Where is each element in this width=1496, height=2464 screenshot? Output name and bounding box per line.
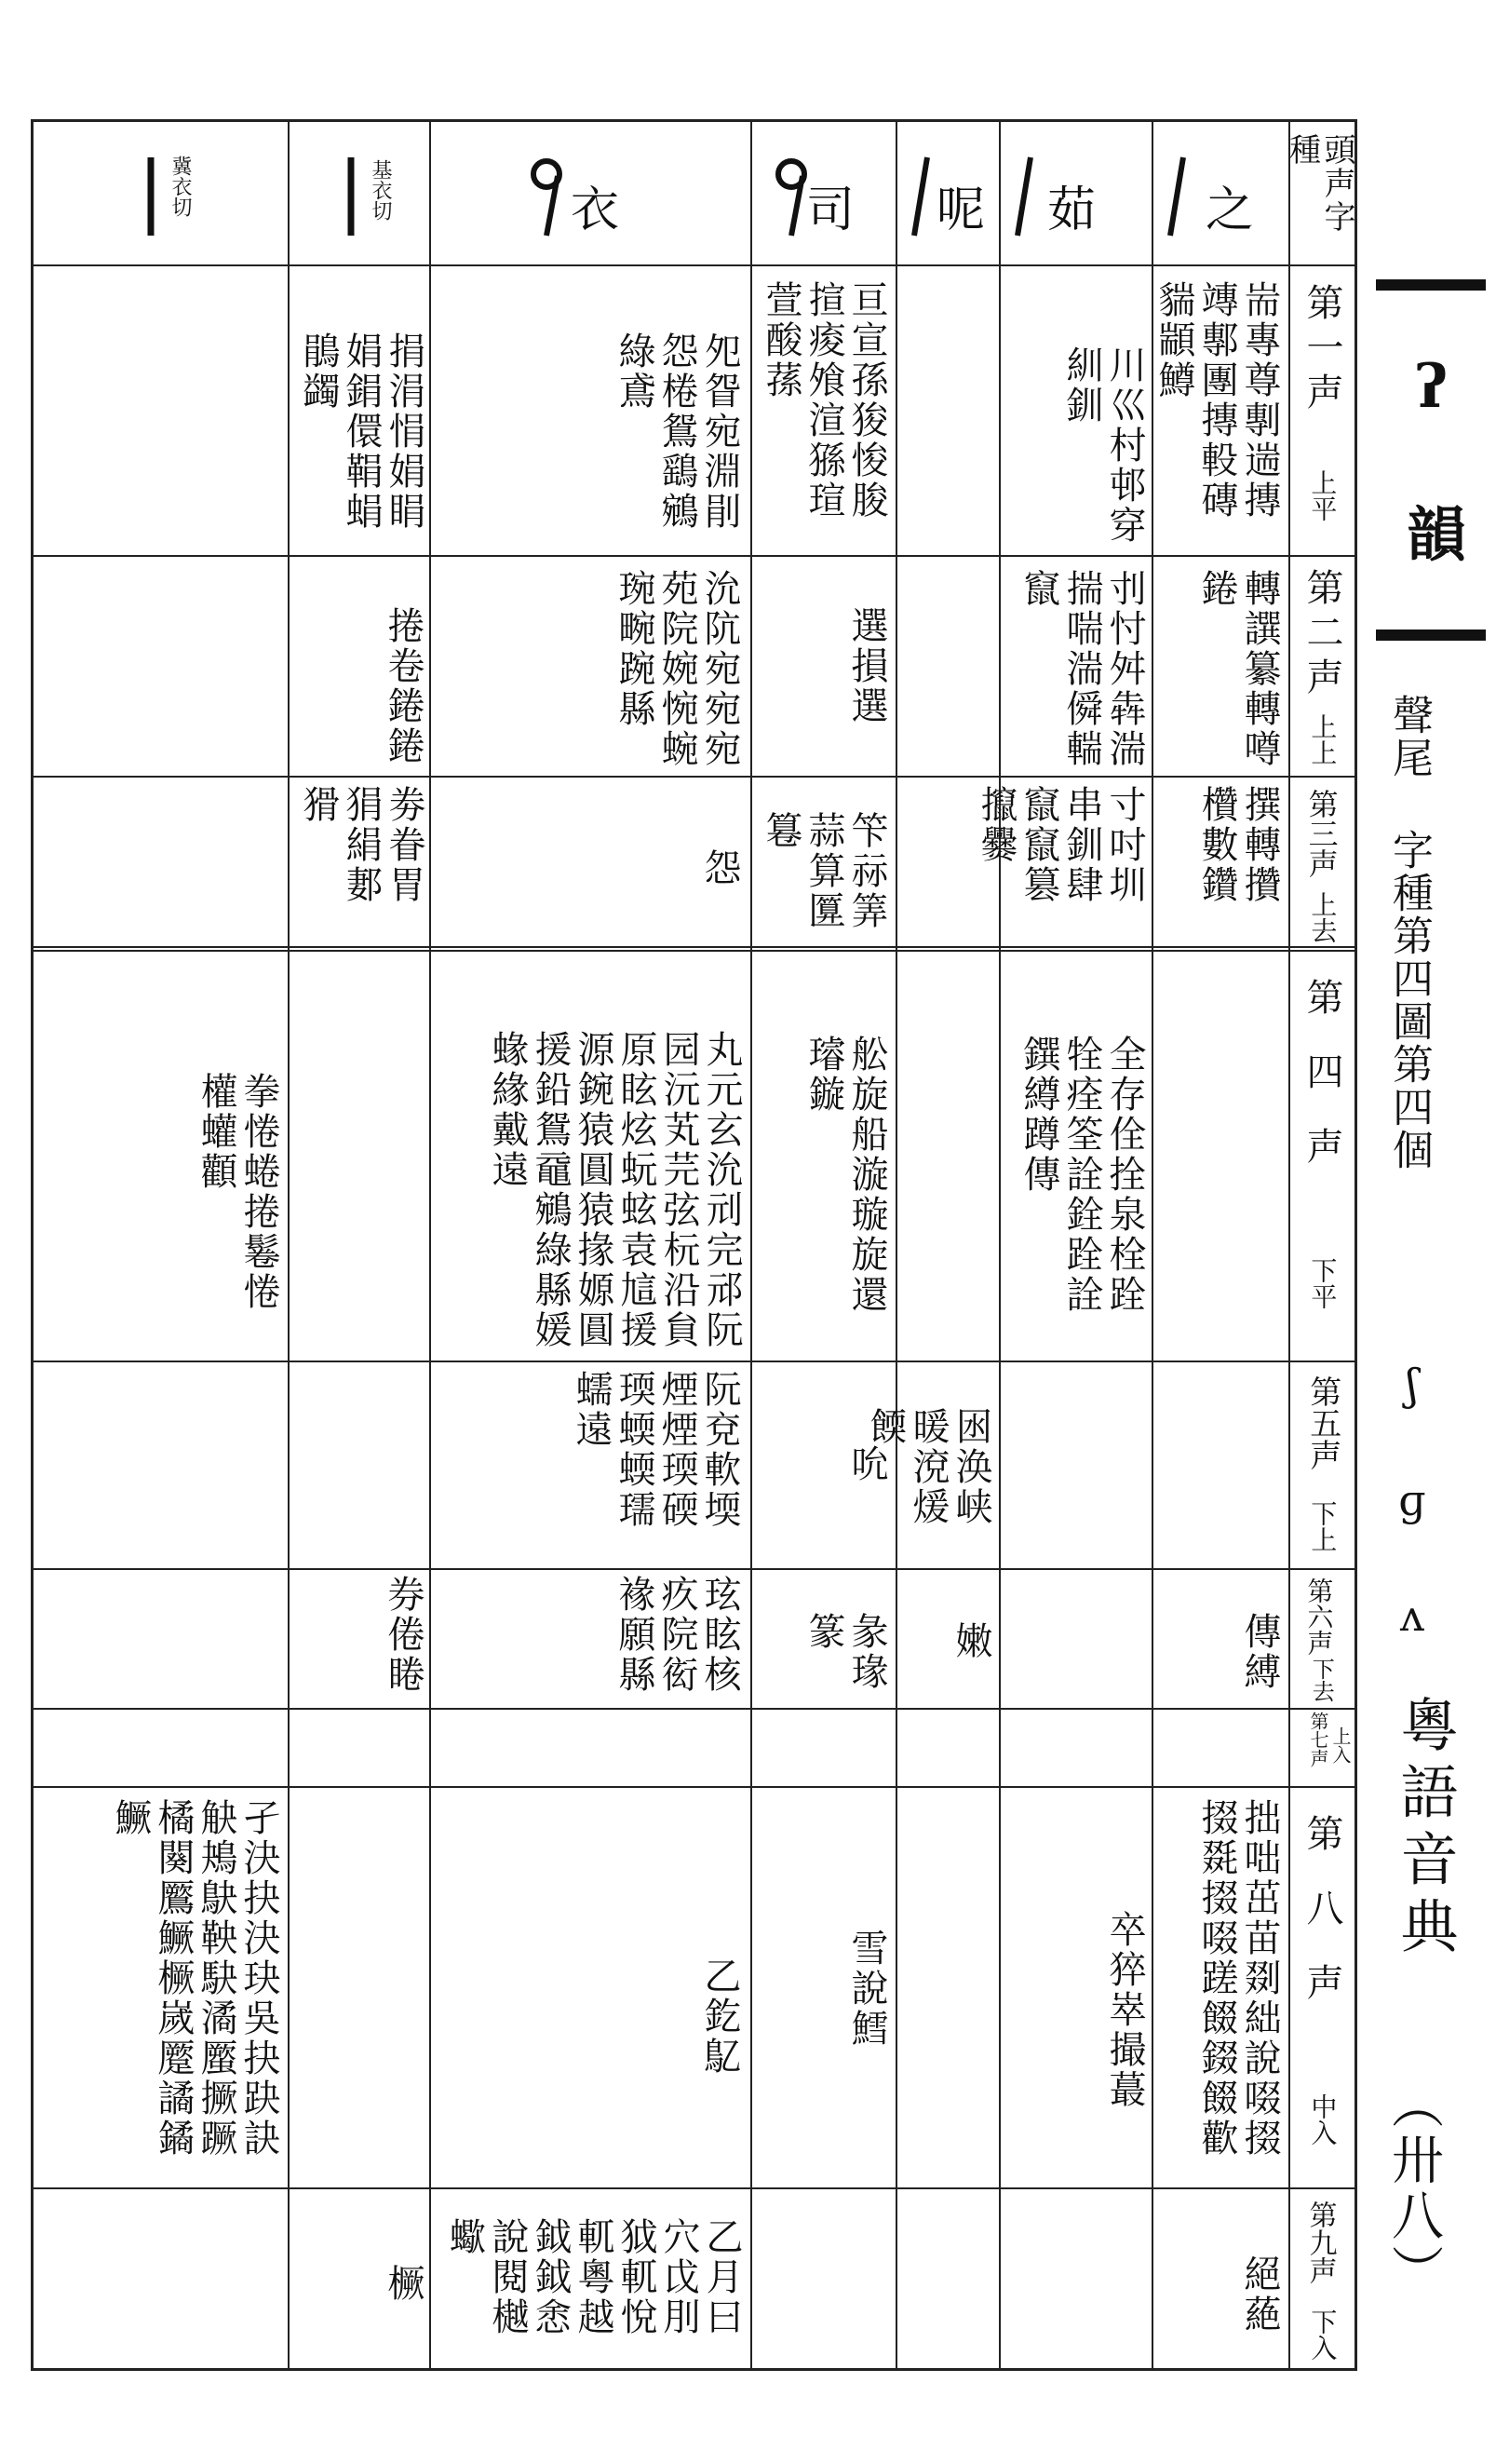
phonetic-mark-icon (1165, 154, 1189, 239)
table-cell: 川巛村邨穿紃釧 (1060, 345, 1146, 546)
column-header-yi: 衣 (429, 122, 750, 264)
phonetic-mark-icon (145, 154, 156, 239)
grid-line (34, 950, 1354, 952)
table-cell: 捲卷錈錈 (382, 606, 425, 766)
page-number: （卅八） (1383, 2077, 1444, 2300)
grid-line (34, 1361, 1354, 1362)
table-cell: 卒猝崒撮蕞 (1103, 1910, 1146, 2110)
grid-line (750, 122, 752, 2368)
table-cell (758, 2199, 888, 2366)
column-header-si: 司 (750, 122, 896, 264)
grid-line (896, 122, 897, 2368)
table-cell (903, 2199, 992, 2366)
book-title: 粵語音典 (1391, 1695, 1459, 1963)
table-cell: 嫩 (950, 1621, 992, 1661)
table-cell (1006, 1370, 1146, 1561)
table-cell: 丸元玄沇刓完邧阮园沅芄芫弦杬沿貟原眩炫蚖蚿袁訄援源鋺猿圓猿掾嫄圓援鉛鴛黿鵷綠縣媛蝝緣戴遠 (486, 1030, 743, 1350)
table-cell: 囦涣峡暖渷煖餪 (864, 1407, 992, 1527)
grid-line (34, 264, 1354, 266)
grid-line (999, 122, 1001, 2368)
table-cell (43, 785, 280, 943)
table-cell: 夗眢宛淵剈怨棬鴛鷂鵷綠鳶 (613, 332, 741, 532)
table-cell: 乙月曰穴戉刖狘軏悅軏粵越鉞鉞悆說閱樾蠍 (443, 2217, 743, 2337)
table-cell: 怨 (698, 848, 741, 888)
table-cell: 橛 (382, 2264, 425, 2304)
table-cell: 拳惓蜷捲鬈惓權蠸顴 (195, 1072, 280, 1312)
row-header-3: 第三声 上去 (1303, 789, 1340, 943)
table-cell (295, 1798, 425, 2180)
column-header-ni: 呢 (896, 122, 999, 264)
row-header-4: 第四声 下平 (1301, 978, 1343, 1309)
table-cell (43, 1370, 280, 1561)
table-cell: 吮 (845, 1444, 888, 1484)
table-cell (1160, 960, 1281, 1351)
table-cell (903, 1798, 992, 2180)
row-header-1: 第一声 上平 (1301, 283, 1343, 521)
table-cell (43, 1714, 1281, 1780)
phonetic-mark-icon (345, 154, 357, 239)
row-header-6: 第六声 下去 (1303, 1577, 1335, 1702)
table-cell: 傳縛 (1238, 1612, 1281, 1692)
sound-table (31, 119, 1357, 2371)
table-cell: 阮兗軟堧煙煙瑌碝瑌蝡蝡瓀蠕遠 (570, 1370, 741, 1530)
table-cell: 轉譔纂轉噂錈 (1195, 569, 1281, 769)
table-cell: 撰轉攢欑數鑽 (1195, 785, 1281, 905)
grid-line (34, 1708, 1354, 1710)
table-cell: 券倦睠 (382, 1575, 425, 1695)
table-cell: 亘宣孫狻悛朘揎痠飧渲猻瑄萱酸蓀 (760, 280, 888, 521)
table-cell: 全存佺拴泉栓跧牷痊筌詮銓跧詮鐉繜蹲傳 (1018, 1035, 1146, 1315)
table-cell: 彖瑑篆 (802, 1612, 888, 1692)
table-cell: 捐涓悁娟睊娟鋗儇鞙蜎鵑蠲 (297, 332, 425, 532)
grid-line (34, 946, 1354, 948)
table-cell: 拙咄茁苗剟絀說啜掇掇毲掇啜蹉餟錣餟歡 (1195, 1798, 1281, 2159)
table-cell (43, 2199, 280, 2366)
table-cell: 孑決抉決玦吳抉趹訣觖鴂鴃鞅駃潏蟨撅蹶橘闋鷢鱖橛嵗蹷譎鐍鱖 (109, 1798, 280, 2159)
grid-line (429, 122, 431, 2368)
grid-line (34, 555, 1354, 557)
row-header-7: 第七声 上入 (1307, 1712, 1352, 1767)
table-cell: 劵眷胃狷絹郪猾 (297, 785, 425, 905)
rhyme-title-bracket (1376, 279, 1486, 641)
table-cell: 刌忖舛犇湍揣喘湍僢輲竄 (1018, 569, 1146, 769)
row-header-5: 第五声 下上 (1303, 1375, 1341, 1552)
side-symbols: ʃ ɡ ʌ (1387, 1360, 1437, 1648)
table-cell: 雪說鱈 (845, 1929, 888, 2049)
grid-line (288, 122, 290, 2368)
rhyme-title: ʔ 韻 (1396, 352, 1466, 568)
grid-line (34, 1786, 1354, 1788)
table-cell: 寸吋圳串釧肆竄竄篡攛爨 (975, 785, 1146, 905)
table-cell (43, 280, 280, 546)
phonetic-mark-icon (528, 154, 565, 239)
grid-line (1152, 122, 1153, 2368)
grid-line (34, 1568, 1354, 1570)
grid-line (34, 2187, 1354, 2189)
table-cell (1160, 1370, 1281, 1561)
table-cell: 笇祘筭蒜算匴篹 (760, 811, 888, 931)
table-cell: 乙釳鳦 (698, 1956, 741, 2077)
row-header-9: 第九声 下入 (1303, 2200, 1339, 2361)
row-header-2: 第二声 上上 (1301, 568, 1343, 765)
phonetic-mark-icon (909, 154, 933, 239)
grid-line (34, 776, 1354, 778)
table-cell: 選損選 (845, 606, 888, 726)
row-header-8: 第八声 中入 (1301, 1814, 1343, 2146)
phonetic-mark-icon (1012, 154, 1036, 239)
table-cell (1006, 2199, 1146, 2366)
table-cell (295, 1370, 425, 1561)
table-cell (903, 569, 992, 769)
column-header-zhi: 之 (1152, 122, 1288, 264)
table-cell: 玹眩核疚院衒褖願縣 (613, 1575, 741, 1695)
phonetic-mark-icon (773, 154, 810, 239)
table-cell (295, 960, 425, 1351)
table-cell: 沇阬宛宛宛苑院婉惋蜿琬畹踠縣 (613, 569, 741, 769)
table-cell (43, 1575, 280, 1705)
table-cell: 舩旋船漩璇旋還璿鏇 (802, 1035, 888, 1315)
table-cell (903, 785, 992, 943)
table-cell (903, 960, 992, 1351)
table-cell (1006, 1579, 1146, 1705)
column-header-jiyi: 冀衣切 (34, 122, 288, 264)
table-cell (43, 569, 280, 769)
table-cell (903, 280, 992, 546)
table-cell: 耑專尊剸遄摶竱鄟團摶軗磚貒顓鱒 (1152, 280, 1281, 521)
table-cell: 絕蕝 (1238, 2254, 1281, 2335)
column-header-ji: 基衣切 (288, 122, 429, 264)
column-header-ru: 茹 (999, 122, 1152, 264)
corner-header: 頭声字種 (1283, 133, 1355, 234)
side-caption: 聲尾 字種第四圖第四個 (1385, 694, 1433, 1171)
